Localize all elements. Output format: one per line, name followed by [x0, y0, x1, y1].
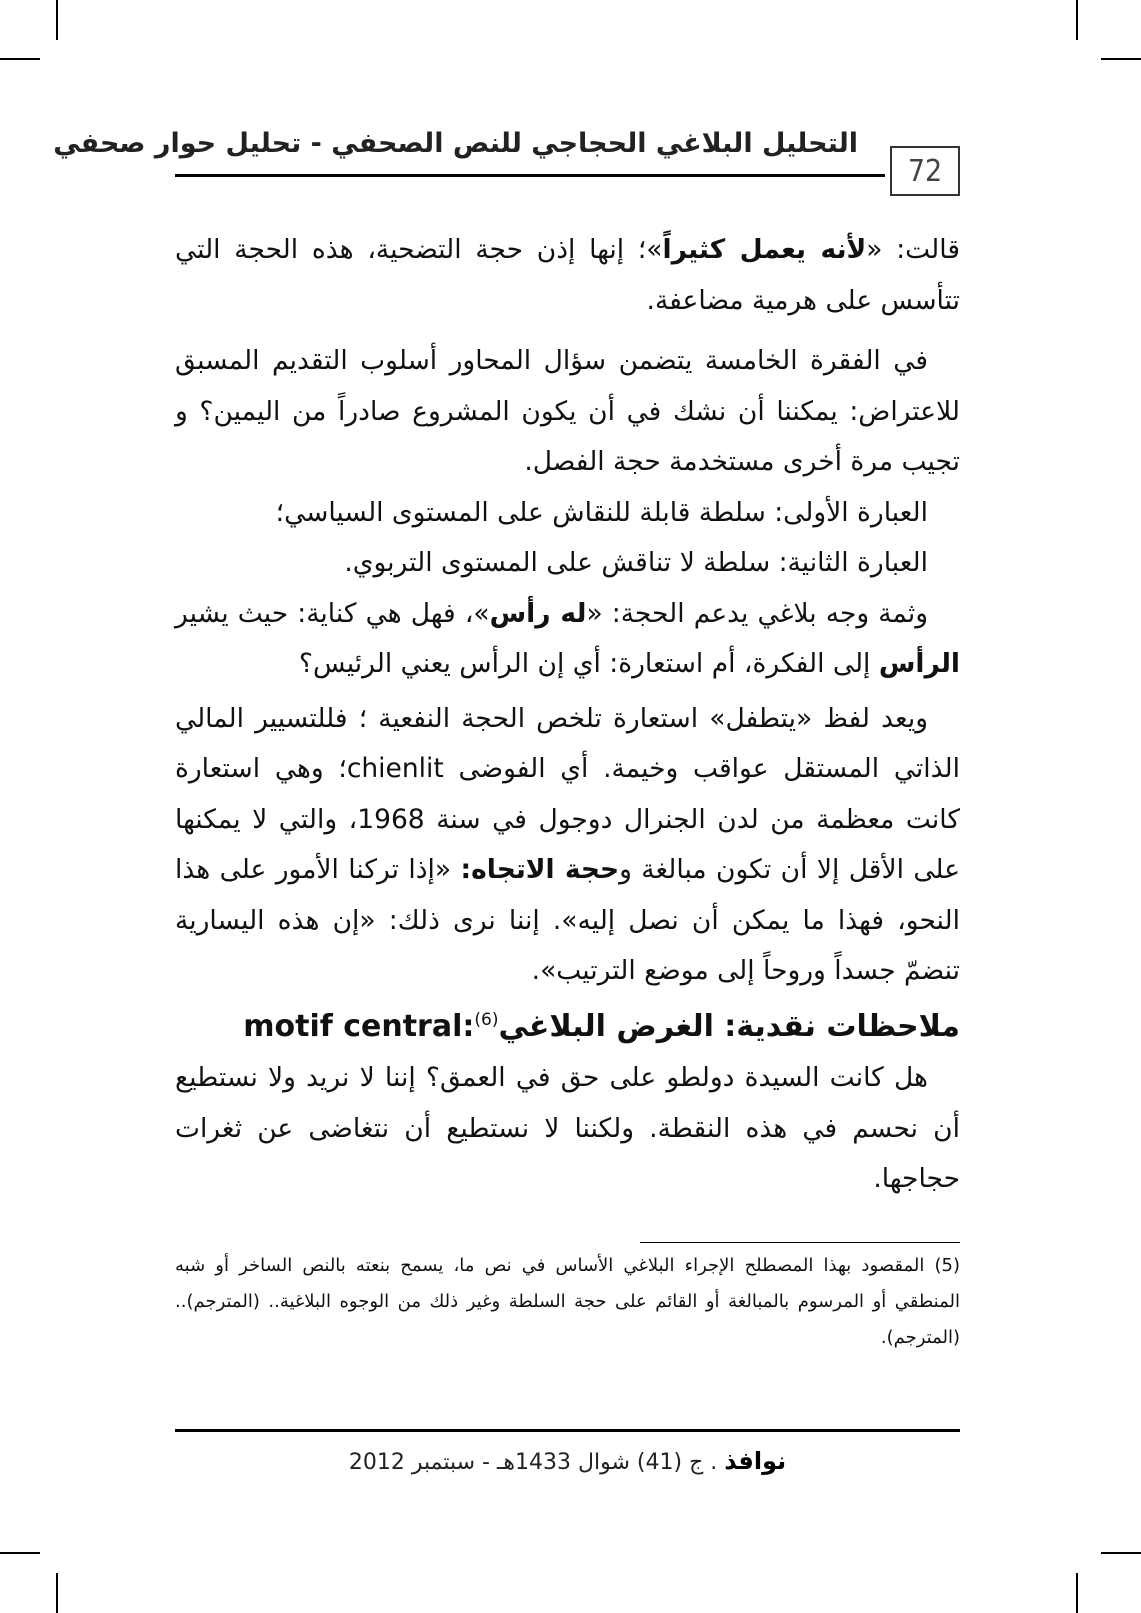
emphasis: لأنه يعمل كثيراً	[662, 234, 867, 265]
issue-info: . ج (41) شوال 1433هـ - سبتمبر 2012	[348, 1450, 725, 1475]
paragraph-1: قالت: «لأنه يعمل كثيراً»؛ إنها إذن حجة التضحية، هذه الحجة التي تتأسس على هرمية مضاعفة.	[175, 234, 960, 316]
paragraph-6: ويعد لفظ «يتطفل» استعارة تلخص الحجة النفعية ؛ فللتسيير المالي الذاتي المستقل عواقب وخيمة. أي الفوضى chienlit؛ وهي استعارة كانت معظمة من لدن الجنرال دوجول في سنة 1968، والتي لا يمكنها على الأقل إلا أن تكون مبالغة وحجة الاتجاه: «إذا تركنا الأمور على هذا النحو، فهذا ما يمكن أن نصل إليه». إننا نرى ذلك: «إن هذه اليسارية تنضمّ جسداً وروحاً إلى موضع الترتيب».	[175, 702, 961, 986]
crop-mark	[56, 0, 58, 40]
section-heading: ملاحظات نقدية: الغرض البلاغي$^{(6)}$ motif central:	[232, 1009, 960, 1044]
paragraph-7: هل كانت السيدة دولطو على حق في العمق؟ إننا لا نريد ولا نستطيع أن نحسم في هذه النقطة. ولكننا لا نستطيع أن نتغاضى عن ثغرات حجاجها.	[175, 1062, 960, 1194]
crop-mark	[1076, 0, 1078, 40]
crop-mark	[0, 1552, 40, 1554]
body-text	[175, 225, 960, 997]
emphasis: له رأس	[489, 597, 587, 629]
footer-rule	[175, 1429, 960, 1432]
paragraph-4: العبارة الثانية: سلطة لا تناقش على المستوى التربوي.	[344, 547, 928, 578]
journal-name: نوافذ	[724, 1447, 787, 1475]
footnote-ref: (6)	[474, 1010, 499, 1030]
footnote-rule	[640, 1242, 960, 1243]
crop-mark	[0, 58, 40, 60]
crop-mark	[56, 1573, 58, 1613]
page-number: 72	[907, 153, 943, 189]
closing-text	[175, 1053, 960, 1205]
running-header-title: التحليل البلاغي الحجاجي للنص الصحفي - تحليل حوار صحفي	[53, 128, 858, 159]
crop-mark	[1076, 1573, 1078, 1613]
paragraph-5: وثمة وجه بلاغي يدعم الحجة: «له رأس»، فهل هي كناية: حيث يشير الرأس إلى الفكرة، أم استعارة: أي إن الرأس يعني الرئيس؟	[175, 597, 960, 679]
footnotes	[175, 1248, 960, 1356]
crop-mark	[1101, 58, 1141, 60]
paragraph-2: في الفقرة الخامسة يتضمن سؤال المحاور أسلوب التقديم المسبق للاعتراض: يمكننا أن نشك في أن يكون المشروع صادراً من اليمين؟ و تجيب مرة أخرى مستخدمة حجة الفصل.	[175, 345, 960, 477]
page-footer	[175, 1447, 960, 1475]
crop-mark	[1101, 1552, 1141, 1554]
header-rule	[175, 174, 885, 177]
emphasis: حجة الاتجاه:	[460, 854, 620, 885]
emphasis: الرأس	[878, 648, 960, 679]
page-number-box	[890, 146, 960, 196]
paragraph-3: العبارة الأولى: سلطة قابلة للنقاش على المستوى السياسي؛	[275, 496, 928, 528]
footnote-5: (5) المقصود بهذا المصطلح الإجراء البلاغي الأساس في نص ما، يسمح بنعته بالنص الساخر أو شبه المنطقي أو المرسوم بالمبالغة أو القائم على حجة السلطة وغير ذلك من الوجوه البلاغية.. (المترجم).. (المترجم).	[175, 1255, 960, 1348]
